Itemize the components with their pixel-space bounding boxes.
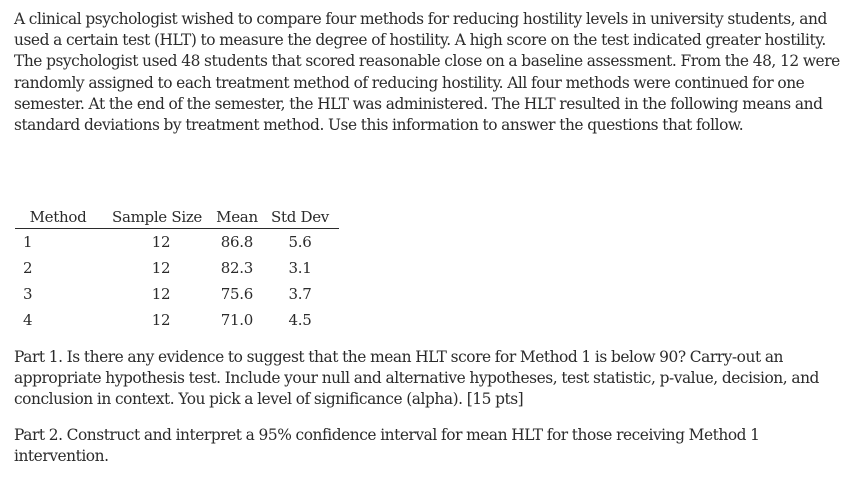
cell-sample-size: 12 [151,285,171,303]
cell-method: 3 [23,285,33,303]
cell-mean: 75.6 [220,285,253,303]
cell-method: 1 [23,233,33,251]
table-row [15,229,339,256]
cell-sample-size: 12 [151,233,171,251]
cell-sample-size: 12 [151,259,171,277]
cell-mean: 71.0 [220,311,253,329]
problem-intro-text: A clinical psychologist wished to compare four methods for reducing hostility levels in university students, and used a certain test (HLT) to measure the degree of hostility. A high score on the test indicated greater hostility. The psychologist used 48 students that scored reasonable close on a baseline assessment. From the 48, 12 were randomly assigned to each treatment method of reducing hostility. All four methods were continued for one semester. At the end of the semester, the HLT was administered. The HLT resulted in the following means and standard deviations by treatment method. Use this information to answer the questions that follow. [14,10,840,135]
table-row [15,255,339,281]
table-header-row [15,206,339,229]
column-header-mean: Mean [213,206,261,229]
cell-method: 4 [23,311,33,329]
part-1-question: Part 1. Is there any evidence to suggest that the mean HLT score for Method 1 is below 90? Carry-out an appropriate hypothesis test. Include your null and alternative hypotheses, test statistic, p-value, decision, and conclusion in context. You pick a level of significance (alpha). [15 pts] [14,348,819,408]
cell-mean: 86.8 [220,233,253,251]
table-row [15,307,339,333]
column-header-sample-size: Sample Size [101,206,213,229]
column-header-std-dev: Std Dev [261,206,339,229]
cell-method: 2 [23,259,33,277]
cell-std-dev: 5.6 [288,233,312,251]
cell-sample-size: 12 [151,311,171,329]
hlt-summary-table [15,206,339,333]
part-2-question: Part 2. Construct and interpret a 95% confidence interval for mean HLT for those receiving Method 1 intervention. [14,426,760,465]
cell-mean: 82.3 [220,259,253,277]
cell-std-dev: 4.5 [288,311,312,329]
table-row [15,281,339,307]
column-header-method: Method [15,206,101,229]
cell-std-dev: 3.1 [288,259,312,277]
cell-std-dev: 3.7 [288,285,312,303]
